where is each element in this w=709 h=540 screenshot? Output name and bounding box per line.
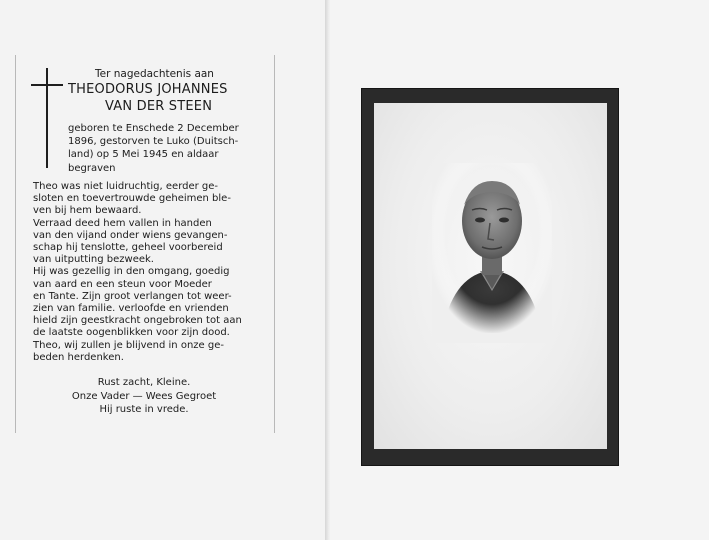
body-line: schap hij tenslotte, geheel voorbereid: [33, 242, 223, 254]
body-line: van den vijand onder wiens gevangen-: [33, 229, 228, 241]
body-line: en Tante. Zijn groot verlangen tot weer-: [33, 290, 232, 302]
body-line: Theo, wij zullen je blijvend in onze ge-: [33, 339, 224, 351]
body-line: van aard en een steun voor Moeder: [33, 278, 212, 290]
portrait-figure: [432, 163, 552, 343]
cross-icon-bar: [31, 84, 63, 86]
left-page: [0, 0, 325, 540]
closing-prayer: [20, 376, 268, 417]
birth-line: land) op 5 Mei 1945 en aldaar: [68, 149, 219, 161]
body-line: sloten en toevertrouwde geheimen ble-: [33, 193, 231, 205]
memorial-text: [33, 181, 265, 364]
body-line: Verraad deed hem vallen in handen: [33, 217, 212, 229]
photo-frame: [361, 88, 619, 466]
body-line: beden herdenken.: [33, 351, 124, 363]
intro-line: Ter nagedachtenis aan: [95, 68, 214, 80]
body-line: Hij was gezellig in den omgang, goedig: [33, 266, 230, 278]
closing-line: Rust zacht, Kleine.: [97, 377, 191, 388]
body-line: hield zijn geestkracht ongebroken tot aan: [33, 315, 242, 327]
birth-death-details: [68, 122, 268, 175]
cross-icon: [46, 68, 48, 168]
body-line: ven bij hem bewaard.: [33, 205, 142, 217]
birth-line: geboren te Enschede 2 December: [68, 123, 239, 134]
name-line-1: THEODORUS JOHANNES: [68, 82, 228, 97]
birth-line: begraven: [68, 162, 116, 174]
name-line-2: VAN DER STEEN: [105, 99, 213, 114]
portrait-photo: [374, 103, 607, 449]
body-line: de laatste oogenblikken voor zijn dood.: [33, 327, 230, 339]
closing-line: Hij ruste in vrede.: [99, 404, 189, 415]
birth-line: 1896, gestorven te Luko (Duitsch-: [68, 136, 239, 148]
body-line: van uitputting bezweek.: [33, 254, 154, 266]
body-line: zien van familie. verloofde en vrienden: [33, 303, 229, 315]
closing-line: Onze Vader — Wees Gegroet: [71, 390, 217, 402]
body-line: Theo was niet luidruchtig, eerder ge-: [33, 181, 219, 192]
